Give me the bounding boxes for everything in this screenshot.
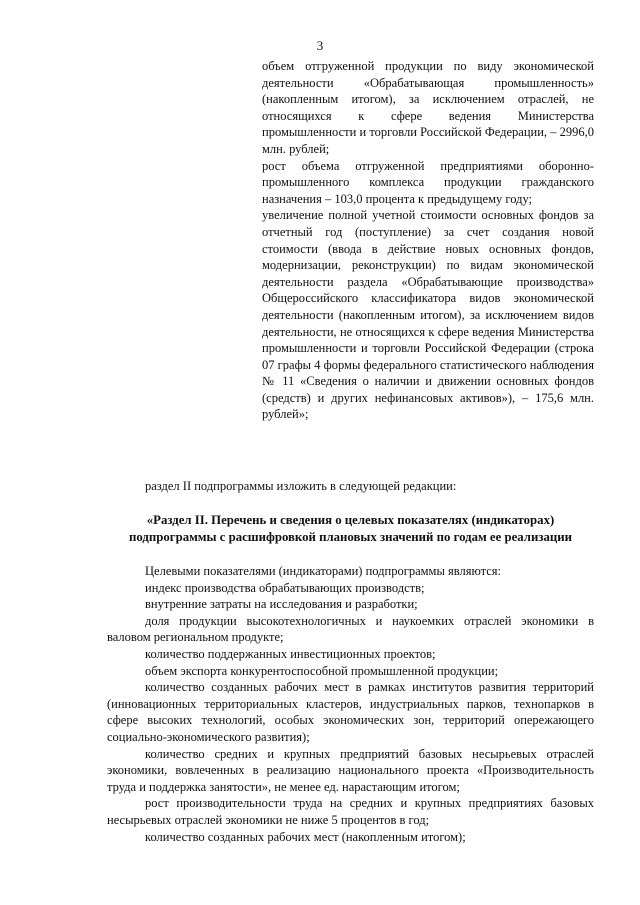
list-item: внутренние затраты на исследования и разработки; — [145, 597, 418, 612]
continued-indicators-list — [262, 58, 594, 423]
page-number: 3 — [316, 38, 324, 53]
list-item: увеличение полной учетной стоимости основных фондов за отчетный год (поступление) за счет создания новой стоимости (ввода в действие новых основных фондов, модернизации, реконструкции) по видам экономической деятельности раздела «Обрабатывающие производства» Общероссийского классификатора видов экономической деятельности (накопленным итогом), за исключением видов деятельности, не относящихся к сфере ведения Министерства промышленности и торговли Российской Федерации (строка 07 графы 4 формы федерального статистического наблюдения № 11 «Сведения о наличии и движении основных фондов (средств) и других нефинансовых активов»), – 175,6 млн. рублей»; — [262, 208, 594, 422]
list-item: количество средних и крупных предприятий базовых несырьевых отраслей экономики, вовлеченных в реализацию национального проекта «Производительность труда и поддержка занятости», не менее ед. нарастающим итогом; — [107, 746, 594, 794]
list-item: количество поддержанных инвестиционных проектов; — [145, 646, 436, 661]
list-item: рост объема отгруженной предприятиями оборонно-промышленного комплекса продукции гражданского назначения – 103,0 процента к предыдущему году; — [262, 158, 594, 206]
list-item: объем экспорта конкурентоспособной промышленной продукции; — [145, 663, 499, 678]
section-heading — [107, 512, 594, 546]
list-item: объем отгруженной продукции по виду экономической деятельности «Обрабатывающая промышленность» (накопленным итогом), за исключением отраслей, не относящихся к сфере ведения Министерства промышленности и торговли Российской Федерации, – 2996,0 млн. рублей; — [262, 59, 594, 156]
section-heading-line-1: «Раздел II. Перечень и сведения о целевых показателях (индикаторах) — [146, 513, 555, 527]
list-item: индекс производства обрабатывающих производств; — [145, 580, 425, 595]
instruction-text: раздел II подпрограммы изложить в следующей редакции: — [145, 479, 457, 493]
target-indicators-list — [107, 563, 594, 845]
list-item: рост производительности труда на средних и крупных предприятиях базовых несырьевых отраслей экономики не ниже 5 процентов в год; — [107, 796, 594, 827]
list-item: количество созданных рабочих мест (накопленным итогом); — [145, 829, 466, 844]
list-item: Целевыми показателями (индикаторами) подпрограммы являются: — [145, 564, 502, 578]
list-item: количество созданных рабочих мест в рамках институтов развития территорий (инновационных территориальных кластеров, индустриальных парков, технопарков в сфере высоких технологий, особых экономических зон, территорий опережающего социально-экономического развития); — [107, 680, 594, 744]
section-heading-line-2: подпрограммы с расшифровкой плановых значений по годам ее реализации — [129, 530, 572, 544]
list-item: доля продукции высокотехнологичных и наукоемких отраслей экономики в валовом региональном продукте; — [107, 613, 594, 645]
amendment-instruction — [107, 478, 594, 495]
